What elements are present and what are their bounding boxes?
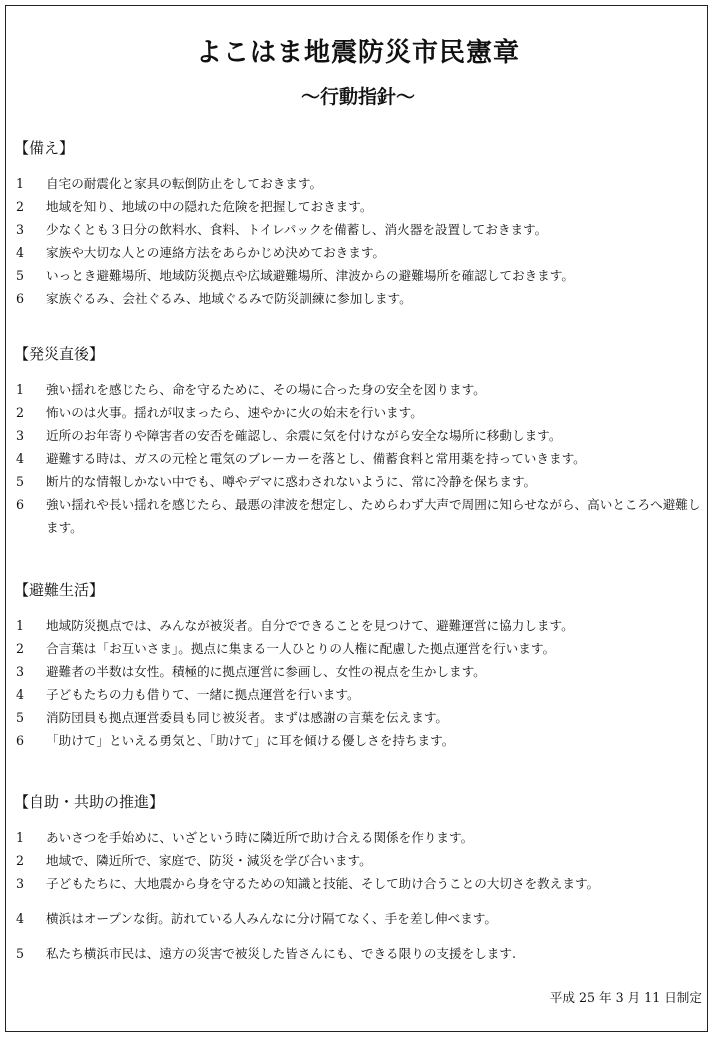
item-number: 4 — [16, 687, 25, 702]
list-item — [14, 195, 704, 218]
list-item — [14, 470, 704, 493]
item-text: 私たち横浜市民は、遠方の災害で被災した皆さんにも、できる限りの支援をします. — [46, 946, 516, 961]
item-number: 6 — [16, 733, 25, 748]
item-text: あいさつを手始めに、いざという時に隣近所で助け合える関係を作ります。 — [46, 830, 474, 845]
item-text: 「助けて」といえる勇気と、「助けて」に耳を傾ける優しさを持ちます。 — [46, 733, 455, 748]
item-number: 1 — [16, 176, 25, 191]
list-item — [14, 660, 704, 683]
list-item — [14, 287, 704, 310]
item-text: 強い揺れや長い揺れを感じたら、最悪の津波を想定し、ためらわず大声で周囲に知らせながら、高いところへ避難します。 — [46, 497, 701, 535]
list-item — [14, 378, 704, 401]
item-text: 地域で、隣近所で、家庭で、防災・減災を学び合います。 — [46, 853, 372, 868]
section-self-mutual-help — [14, 792, 704, 965]
item-text: いっとき避難場所、地域防災拠点や広域避難場所、津波からの避難場所を確認しておきます。 — [46, 268, 574, 283]
list-item — [14, 424, 704, 447]
section-heading: 【自助・共助の推進】 — [14, 793, 165, 811]
item-text: 自宅の耐震化と家具の転倒防止をしておきます。 — [46, 176, 323, 191]
item-number: 5 — [16, 268, 25, 283]
item-number: 4 — [16, 911, 25, 926]
section-heading: 【備え】 — [14, 139, 75, 157]
item-number: 2 — [16, 199, 25, 214]
list-item — [14, 637, 704, 660]
item-text: 横浜はオープンな街。訪れている人みんなに分け隔てなく、手を差し伸べます。 — [46, 911, 497, 926]
item-text: 少なくとも３日分の飲料水、食料、トイレパックを備蓄し、消火器を設置しておきます。 — [46, 222, 548, 237]
item-number: 5 — [16, 710, 25, 725]
page-title: よこはま地震防災市民憲章 — [195, 38, 520, 68]
item-number: 3 — [16, 876, 25, 891]
item-number: 2 — [16, 853, 25, 868]
section-heading: 【避難生活】 — [14, 581, 105, 599]
section-evacuation-life — [14, 580, 704, 752]
item-number: 5 — [16, 474, 25, 489]
section-immediately-after — [14, 344, 704, 539]
item-text: 強い揺れを感じたら、命を守るために、その場に合った身の安全を図ります。 — [46, 382, 486, 397]
item-number: 1 — [16, 382, 25, 397]
item-number: 6 — [16, 497, 25, 512]
list-item — [14, 614, 704, 637]
item-text: 断片的な情報しかない中でも、噂やデマに惑わされないように、常に冷静を保ちます。 — [46, 474, 537, 489]
item-number: 3 — [16, 222, 25, 237]
list-item — [14, 172, 704, 195]
item-number: 3 — [16, 428, 25, 443]
item-text: 避難者の半数は女性。積極的に拠点運営に参画し、女性の視点を生かします。 — [46, 664, 486, 679]
item-number: 1 — [16, 618, 25, 633]
item-number: 1 — [16, 830, 25, 845]
item-number: 3 — [16, 664, 25, 679]
section-heading: 【発災直後】 — [14, 345, 105, 363]
item-number: 5 — [16, 946, 25, 961]
section-preparation — [14, 138, 704, 310]
item-text: 家族ぐるみ、会社ぐるみ、地域ぐるみで防災訓練に参加します。 — [46, 291, 412, 306]
item-number: 4 — [16, 245, 25, 260]
item-text: 消防団員も拠点運営委員も同じ被災者。まずは感謝の言葉を伝えます。 — [46, 710, 448, 725]
item-text: 地域を知り、地域の中の隠れた危険を把握しておきます。 — [46, 199, 373, 214]
list-item — [14, 942, 704, 965]
item-text: 子どもたちの力も借りて、一緒に拠点運営を行います。 — [46, 687, 360, 702]
list-item — [14, 729, 704, 752]
list-item — [14, 264, 704, 287]
list-item — [14, 241, 704, 264]
list-item — [14, 849, 704, 872]
item-text: 避難する時は、ガスの元栓と電気のブレーカーを落とし、備蓄食料と常用薬を持っていきます。 — [46, 451, 586, 466]
list-item — [14, 493, 704, 539]
list-item — [14, 872, 704, 895]
list-item — [14, 218, 704, 241]
item-text: 子どもたちに、大地震から身を守るための知識と技能、そして助け合うことの大切さを教えます。 — [46, 876, 600, 891]
list-item — [14, 706, 704, 729]
item-number: 6 — [16, 291, 25, 306]
list-item — [14, 447, 704, 470]
item-text: 家族や大切な人との連絡方法をあらかじめ決めておきます。 — [46, 245, 386, 260]
item-text: 怖いのは火事。揺れが収まったら、速やかに火の始末を行います。 — [46, 405, 423, 420]
list-item — [14, 401, 704, 424]
list-item — [14, 683, 704, 706]
item-number: 4 — [16, 451, 25, 466]
item-number: 2 — [16, 641, 25, 656]
enacted-date: 平成 25 年 3 月 11 日制定 — [549, 990, 702, 1005]
item-number: 2 — [16, 405, 25, 420]
item-text: 地域防災拠点では、みんなが被災者。自分でできることを見つけて、避難運営に協力します。 — [46, 618, 574, 633]
list-item — [14, 826, 704, 849]
page-subtitle: 〜行動指針〜 — [300, 86, 415, 108]
list-item — [14, 907, 704, 930]
item-text: 近所のお年寄りや障害者の安否を確認し、余震に気を付けながら安全な場所に移動します。 — [46, 428, 562, 443]
item-text: 合言葉は「お互いさま」。拠点に集まる一人ひとりの人権に配慮した拠点運営を行います。 — [46, 641, 556, 656]
